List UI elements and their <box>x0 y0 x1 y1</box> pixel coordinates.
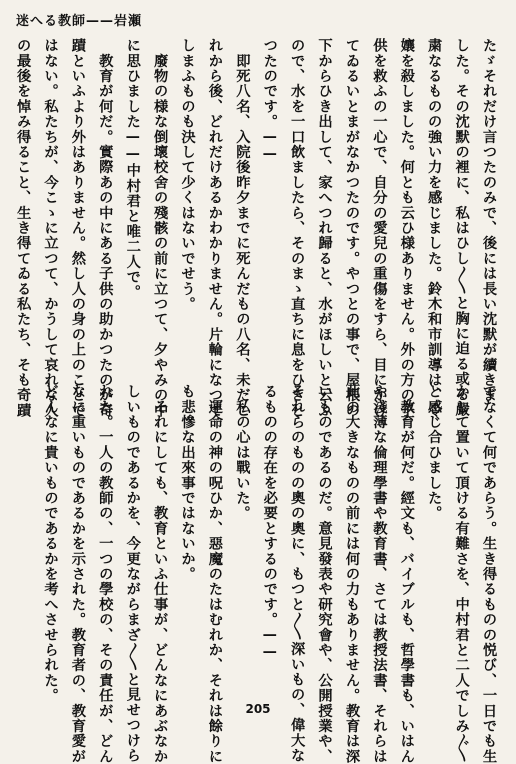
text-line: 運命の神の呪ひか、惡魔のたはむれか、それは餘りに <box>206 384 223 764</box>
text-line: の最後を悼み得ること、生き得てゐる私たち、そも奇蹟 <box>15 38 32 418</box>
text-line: れた。一人の教師の、一つの學校の、その責任が、どん <box>97 384 114 764</box>
text-line: いものであるのだ。意見發表や研究會や、公開授業や、 <box>316 384 333 764</box>
text-line: でなくて何であらう。生き得るものの悦び、一日でも生 <box>481 384 497 764</box>
upper-text-block <box>9 38 502 418</box>
text-line: どんなに貴いものであるかを考へさせられた。 <box>42 384 59 704</box>
text-line: 供を救ふの一心で、自分の愛兒の重傷をすら、目にかけ <box>371 38 388 418</box>
text-line: なに重いものであるかを示された。教育者の、教育愛が <box>69 384 86 764</box>
text-line: それにしても、教育といふ仕事が、どんなにあぶなか <box>152 384 169 764</box>
text-line: つたのです。—— <box>261 38 278 163</box>
text-line: 下からひき出して、家へつれ歸ると、水がほしいと云ふ <box>316 38 333 418</box>
text-line: 即死八名、入院後昨夕までに死んだもの八名、未だこ <box>234 38 251 418</box>
text-line: かして置いて頂ける有難さを、中村君と二人でしみ〴〵 <box>453 384 470 764</box>
text-line: も悲慘な出來事ではないか。 <box>179 384 196 582</box>
running-header: 迷へる教師——岩瀬 <box>16 14 143 29</box>
text-line: 私の心は戰いた。 <box>234 384 251 521</box>
text-line: と感じ合ひました。 <box>426 384 443 521</box>
text-line: 蹟といふより外はありません。然し人の身の上のことで <box>69 38 86 418</box>
text-line: それらのものの奧の奧に、もつと〳〵深いもの、偉大な <box>289 384 306 764</box>
text-line: ので、水を一口飲ましたら、そのまゝ直ちに息をひきと <box>289 38 306 418</box>
text-line: 此の大きなものの前には何の力もありません。教育は深 <box>343 384 360 764</box>
text-line: しいものであるかを、今更ながらまざ〳〵と見せつけら <box>124 384 141 764</box>
text-line: るものの存在を必要とするのです。—— <box>261 384 278 661</box>
text-line: しまふものも決して少くはないでせう。 <box>179 38 196 312</box>
text-line: てゐるいとまがなかつたのです。やつとの事で、屋根の <box>343 38 360 418</box>
text-line: した。その沈默の裡に、私はひし〳〵と胸に迫る或る嚴 <box>453 38 470 418</box>
text-line: はない。私たちが、今こゝに立つて、かうして哀れな人 <box>42 38 59 418</box>
text-line: 粛なるものの強い力を感じました。鈴木和市訓導は、令 <box>426 38 443 418</box>
text-line: に思ひました——中村君と唯二人で。 <box>124 38 141 300</box>
text-line: たゞそれだけ言つたのみで、後には長い沈默が續きま <box>481 38 497 403</box>
text-line: 廢物の様な倒壞校舍の殘骸の前に立つて、夕やみの中 <box>152 38 169 418</box>
text-line: 教育が何だ。實際あの中にある子供の助かつたのが奇 <box>97 38 114 418</box>
page-number: 205 <box>245 702 271 716</box>
text-line: 教育が何だ。經文も、バイブルも、哲學書も、いはん <box>398 384 415 764</box>
text-line: や淺薄な倫理學書や教育書、さては教授法書、それらは <box>371 384 388 764</box>
text-line: れから後、どれだけあるかわかりません。片輪になつて <box>206 38 223 418</box>
text-line: 孃を殺しました。何とも云ひ様ありません。外の方の子 <box>398 38 415 418</box>
